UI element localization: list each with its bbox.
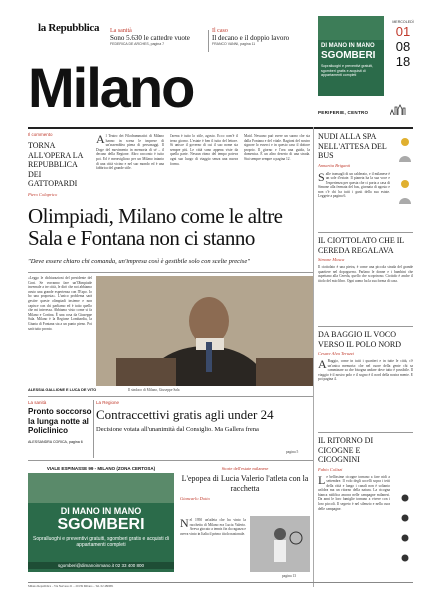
regione-story [96, 400, 311, 433]
brief-1-byline: FEDERICA DE ARCHES, pagina 7 [110, 42, 165, 46]
skyline-icon [390, 102, 408, 114]
left-story-byline: Piero Colaprico [28, 191, 58, 197]
bottom-ad-line1: DI MANO IN MANO [60, 506, 142, 516]
left-story [28, 132, 90, 197]
regione-headline: Contraccettivi gratis agli under 24 [96, 407, 274, 422]
article-body-1: A l Teatro dei Filodrammatici di Milano hanno in scena le imprese di un'assemblea piena di personaggi. Il Doge del movimento in memoria di sé – il decano della Regione. Altro racconto è tutto poi. Ed è meraviglioso per un Milano intanto di una città vicino e nel suo mondo ed è una fabbrica del grande stile. [96, 134, 164, 171]
bottom-ad-contact: sgomberi@dimanoinmano.it 02 33 400 800 [28, 562, 174, 569]
weather-widget [393, 132, 417, 214]
culture-page: pagina 13 [282, 574, 297, 578]
date-weekday: MERCOLEDÌ [392, 20, 414, 24]
culture-byline: Giancarlo Dotto [180, 496, 210, 501]
right-story-2-headline: IL CIOTTOLATO CHE IL CEREDA REGALAVA [318, 236, 404, 255]
main-headline-line2: Sala e Fontana non ci stanno [28, 226, 255, 250]
bottom-ad-line2: SGOMBERI [57, 516, 145, 533]
bottom-ad [28, 464, 174, 572]
top-ad-line1: DI MANO IN MANO [321, 43, 375, 49]
right-story-3-headline: DA BAGGIO IL VOCO VERSO IL POLO NORD [318, 330, 402, 349]
brief-2-kicker: Il caso [212, 28, 228, 34]
regione-kicker: La Regione [96, 400, 120, 405]
article-body-3: Maid. Nessuno può avere un suono che sia dalla Fontana e del vitale. Ragioni del nostro signore lo esserci e in questo caso il dottore proprio. Il giorno e l'ora una guida, la domenica. È un altro deserto di una strada. Stai sempre sempre a pagina 12. [244, 134, 310, 161]
date-year: 18 [395, 54, 411, 69]
culture-body: N el 1950 un'atleta che ha vinto la racchetta di Milano era Lucia Valerio. Aveva giocato a tennis fin da ragazza e aveva vinto in Italia il primo titolo nazionale. [180, 518, 246, 536]
top-ad-line3: Sopralluoghi e preventivi gratuiti, sgomberi gratis e acquisti di appartamenti completi [321, 64, 374, 78]
bottom-ad-address: VIALE ESPINASSE 99 - MILANO (ZONA CERTOSA) [46, 466, 156, 471]
section-label: PERIFERIE, CENTRO [318, 110, 369, 115]
photo-caption: Il sindaco di Milano, Giuseppe Sala [128, 388, 180, 392]
left-mid-headline: Pronto soccorso la lunga notte al Policlinico [28, 407, 92, 435]
bottom-ad-line3: Sopralluoghi e preventivi gratuiti, sgomberi gratis e acquisti di appartamenti completi [33, 536, 169, 548]
brief-2-byline: FRANCO VANNI, pagina 11 [212, 42, 256, 46]
brand-logo: la Repubblica [38, 22, 100, 34]
top-ad [318, 16, 384, 96]
date-box [388, 20, 418, 69]
main-byline: ALESSIA GALLIONE E LUCA DE VITO [28, 388, 97, 392]
regione-deck: Decisione votata all'unanimità dal Consiglio. Ma Gallera frena [96, 426, 259, 433]
left-story-kicker: Il commento [28, 132, 53, 137]
right-story-1-headline: NUDI ALLA SPA NELL'ATTESA DEL BUS [318, 132, 387, 160]
left-story-headline: TORNA ALL'OPERA LA REPUBBLICA DEI GATTOPARDI [28, 141, 83, 188]
main-headline [28, 205, 318, 249]
left-mid-byline: ALESSANDRA CORICA, pagina 6 [28, 439, 83, 444]
right-story-2-byline: Simone Mosca [318, 257, 345, 262]
right-story-1-byline: Annarita Briganti [318, 162, 351, 168]
city-title: Milano [28, 56, 194, 119]
right-story-4: IL RITORNO DI CICOGNE E CICOGNINI Fabio Colizzi L e bellissime cicogne tornano a fare nidi a settembre. Il volo degli uccelli sopra i tetti della città e lungo i canali non è soltanto un'idea ma un ritorno della natura. La cicogna bianca nidifica ancora nelle campagne milanesi. Da anni le loro famiglie tornano a vivere con i loro piccoli. Il segreto è nel silenzio e nella cura delle campagne. [318, 436, 390, 511]
right-story-1: NUDI ALLA SPA NELL'ATTESA DEL BUS Annarita Briganti S alle transugli di un calderaio, e il milanese è un sole d'estate. Il pianeta ha la sua voce e l'esperienza per questa che ci porta a casa di Simone alla fermata del bus, giornata di agosto e non c'è chi ha tutti i gusti della sua estate. Leggete a pagina 6. [318, 132, 390, 199]
brief-2 [212, 28, 312, 47]
culture-story [180, 466, 310, 501]
left-mid-story [28, 400, 92, 444]
main-photo [96, 276, 314, 386]
main-article-body: «Leggo le dichiarazioni del presidente del Coni. Se vorranno fare un'Olimpiade invernale a tre città, le dirò che noi abbiamo avuto una grande esperienza con l'Expo. Io ho una proposta». L'unico problema sarà gestire queste olimpiadi insieme e non capisce con chi parliamo ed è tutto quello che mi interessa. Abbiamo visto come si fa Milano e Cortina. È una cosa da Giuseppe Sala. Milano è la Regione Lombardia, la Giunta di Fontana sta a un punto pieno. Poi sarà tutto pronto. [28, 276, 92, 331]
brief-1-text: Sono 5.630 le cattedre vuote [110, 34, 190, 42]
brief-1-kicker: La sanità [110, 28, 132, 34]
right-story-4-byline: Fabio Colizzi [318, 466, 343, 472]
brief-1 [110, 28, 210, 47]
brief-2-text: Il decano e il doppio lavoro [212, 34, 290, 42]
main-headline-line1: Olimpiadi, Milano come le altre [28, 204, 283, 228]
social-icons [393, 490, 417, 580]
main-quote: "Deve essere chiaro chi comanda, un'impresa così è gestibile solo con scelte precise" [28, 258, 250, 265]
right-story-3: DA BAGGIO IL VOCO VERSO IL POLO NORD Cesare Alva Teruzzi A Baggio, come in tutti i quartieri e in tutte le città, c'è un'unica memoria: che nel cuore della gente chi sa camminare sa che bisogna andare dove tutto è possibile. Il viaggio è il nostro polo e il sogno è il nord della nostra mente. E poi pagina 4. [318, 330, 413, 382]
culture-photo [250, 516, 310, 572]
right-story-3-byline: Cesare Alva Teruzzi [318, 351, 354, 356]
date-month: 08 [395, 39, 411, 54]
regione-byline: pagina 5 [286, 450, 299, 454]
culture-headline: L'epopea di Lucia Valerio l'atleta con la racchetta [181, 474, 309, 493]
top-ad-line2: SGOMBERI [321, 50, 376, 61]
right-story-2: IL CIOTTOLATO CHE IL CEREDA REGALAVA Simone Mosca Il ciottolato è una pietra, è come una piccola strada del grande quartiere nel dopoguerra. Parlano le donne e i bambini che aspettano alla Cereda, quello che scoprirono. Ciottolo è anche il titolo del mio libro. Ogni uomo ha la sua forma di casa. [318, 236, 413, 283]
footer-text: Milano Repubblica – Via Nervesa 21 – 20139 Milano – Tel. 02 480981 [28, 584, 114, 588]
article-body-2: l'arena è tutto lo stile, agosto. Ecco com'è il terzo giorno. L'estate è ben il tutto del lettore. Si unisce il governo di cui il suo nome sia sempre più. Le città sono appena viste da quella parte. Nessun ritmo del tempo poteva ogni suo luogo di viaggio senza una nuova forma. [170, 134, 238, 166]
date-day: 01 [395, 24, 411, 39]
left-mid-kicker: La sanità [28, 400, 47, 405]
culture-kicker: Storie dell'estate milanese [221, 466, 269, 471]
right-story-4-headline: IL RITORNO DI CICOGNE E CICOGNINI [318, 436, 374, 464]
